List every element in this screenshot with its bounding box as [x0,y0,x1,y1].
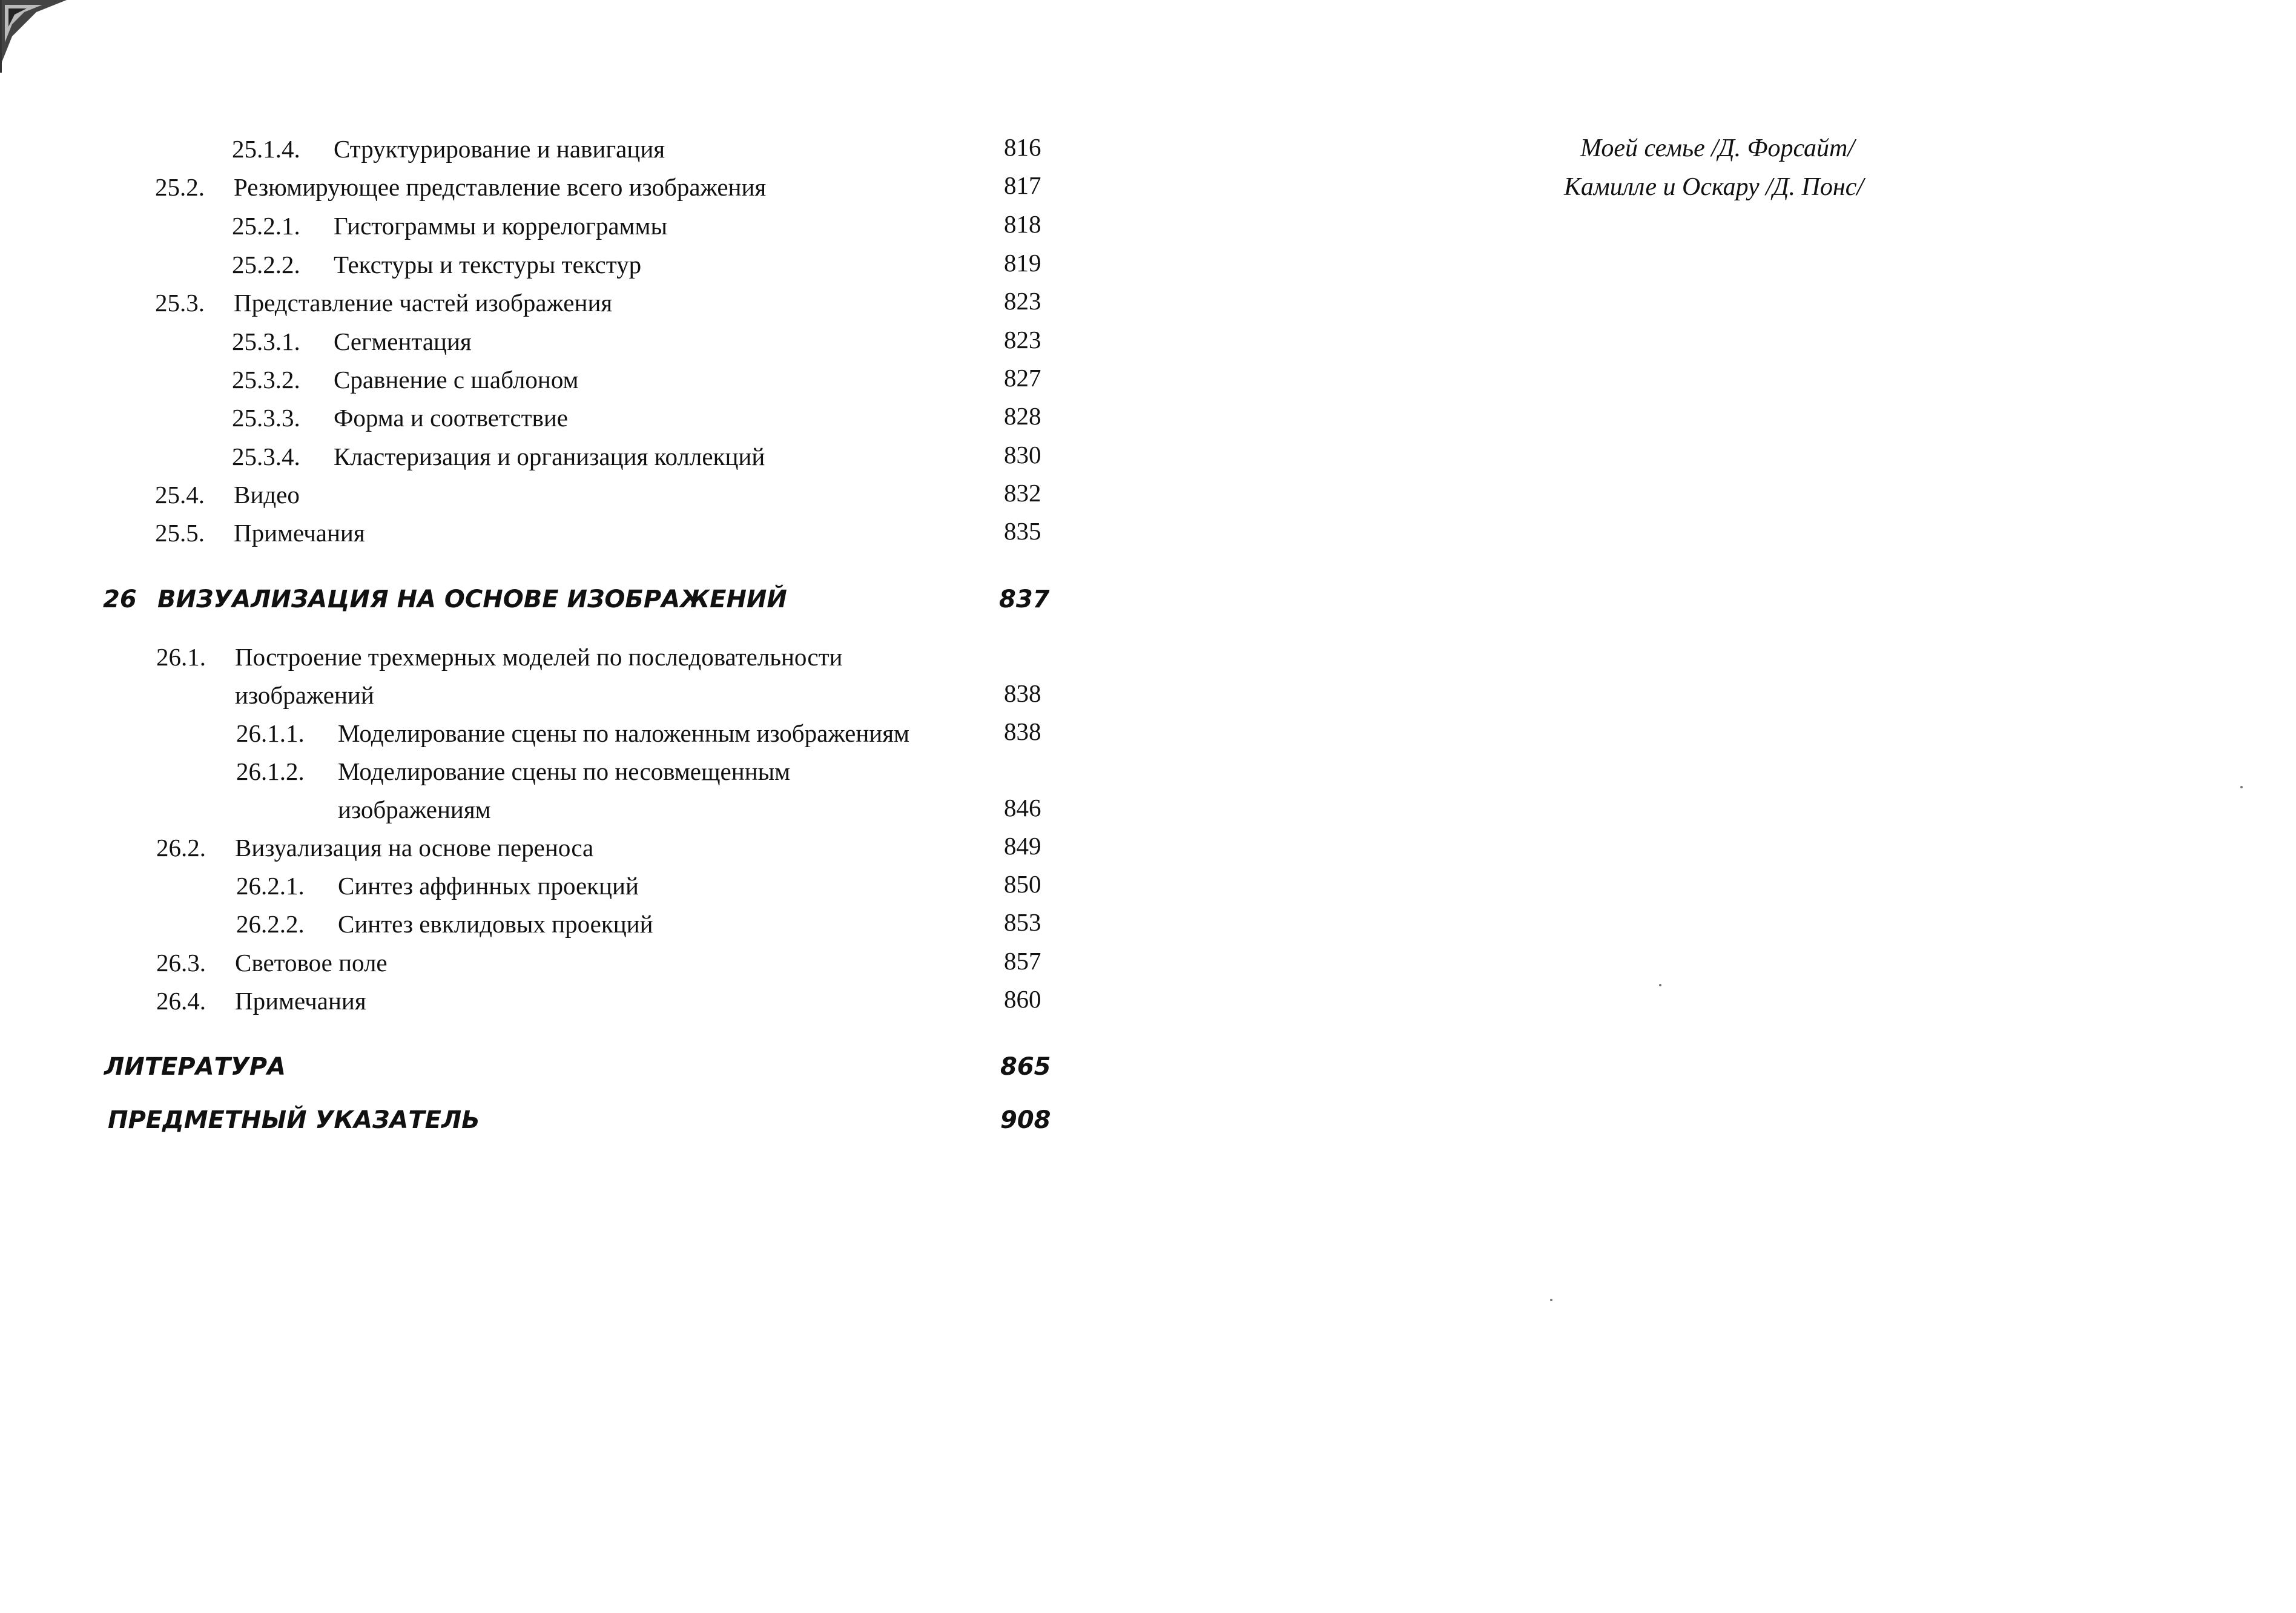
toc-entry-title: Гистограммы и коррелограммы [334,212,667,240]
toc-entry-title: Представление частей изображения [234,289,613,317]
scan-speck [2240,786,2243,788]
chapter-page: 837 [999,585,1050,613]
toc-entry-title: Структурирование и навигация [334,135,665,163]
toc-entry-number: 26.1. [156,643,206,671]
index-heading: ПРЕДМЕТНЫЙ УКАЗАТЕЛЬ [108,1106,480,1134]
literature-heading: ЛИТЕРАТУРА [104,1053,286,1081]
toc-entry-page: 838 [1004,679,1041,707]
toc-entry-number: 25.5. [155,519,205,547]
toc-entry-title: Моделирование сцены по несовмещенным [338,757,791,785]
toc-entry-number: 25.3.3. [232,404,300,432]
chapter-title: ВИЗУАЛИЗАЦИЯ НА ОСНОВЕ ИЗОБРАЖЕНИЙ [157,585,787,613]
toc-entry-number: 26.2. [156,834,206,862]
toc-entry-number: 25.1.4. [232,135,300,163]
toc-entry-page: 819 [1004,249,1041,277]
scan-speck [1550,1299,1552,1301]
dedication-line-2: Камилле и Оскару /Д. Понс/ [1564,173,1864,201]
dedication-line-1: Моей семье /Д. Форсайт/ [1580,134,1855,162]
toc-entry-number: 25.4. [155,481,205,509]
toc-entry-page: 830 [1004,441,1041,469]
literature-page: 865 [1000,1053,1051,1081]
toc-entry-page: 838 [1004,717,1041,745]
toc-entry-page: 823 [1004,287,1041,315]
index-page: 908 [1000,1106,1051,1134]
toc-entry-number: 26.1.2. [236,757,305,785]
toc-entry-title: Форма и соответствие [334,404,568,432]
toc-entry-page: 853 [1004,908,1041,936]
toc-entry-page: 860 [1004,985,1041,1013]
toc-entry-title: Видео [234,481,300,509]
toc-entry-page: 857 [1004,947,1041,975]
toc-entry-title: Визуализация на основе переноса [235,834,594,862]
toc-entry-page: 849 [1004,832,1041,860]
toc-entry-page: 816 [1004,133,1041,161]
toc-entry-page: 823 [1004,326,1041,354]
toc-entry-title: Сегментация [334,328,472,355]
chapter-heading [103,587,137,612]
toc-entry-title: Кластеризация и организация коллекций [334,443,765,470]
toc-entry-number: 25.3. [155,289,205,317]
toc-entry-title: Моделирование сцены по наложенным изображениям [338,719,910,747]
toc-entry-continuation: изображениям [338,796,491,823]
toc-entry-title: Синтез аффинных проекций [338,872,639,900]
toc-entry-page: 818 [1004,210,1041,238]
toc-entry-number: 25.3.1. [232,328,300,355]
toc-entry-number: 25.3.4. [232,443,300,470]
toc-entry-number: 26.2.1. [236,872,305,900]
toc-entry-title: Сравнение с шаблоном [334,366,579,394]
toc-entry-page: 827 [1004,364,1041,392]
toc-entry-page: 835 [1004,517,1041,545]
toc-entry-page: 846 [1004,794,1041,822]
toc-entry-continuation: изображений [235,681,374,709]
toc-entry-number: 25.2.2. [232,251,300,279]
toc-entry-number: 26.3. [156,949,206,977]
toc-entry-title: Световое поле [235,949,388,977]
toc-entry-title: Примечания [234,519,365,547]
toc-entry-page: 828 [1004,402,1041,430]
toc-entry-title: Синтез евклидовых проекций [338,910,653,938]
toc-entry-number: 26.2.2. [236,910,305,938]
table-of-contents [0,0,1090,1211]
toc-entry-title: Резюмирующее представление всего изображения [234,173,767,201]
toc-entry-page: 832 [1004,479,1041,507]
scan-speck [1659,984,1661,986]
toc-entry-title: Текстуры и текстуры текстур [334,251,642,279]
toc-entry-page: 850 [1004,870,1041,898]
toc-entry-page: 817 [1004,171,1041,199]
toc-entry-number: 25.3.2. [232,366,300,394]
toc-entry-number: 25.2. [155,173,205,201]
toc-entry-number: 25.2.1. [232,212,300,240]
toc-entry-title: Построение трехмерных моделей по последовательности [235,643,843,671]
toc-entry-title: Примечания [235,987,366,1015]
chapter-number: 26 [103,585,137,613]
toc-entry-number: 26.1.1. [236,719,305,747]
toc-entry-number: 26.4. [156,987,206,1015]
